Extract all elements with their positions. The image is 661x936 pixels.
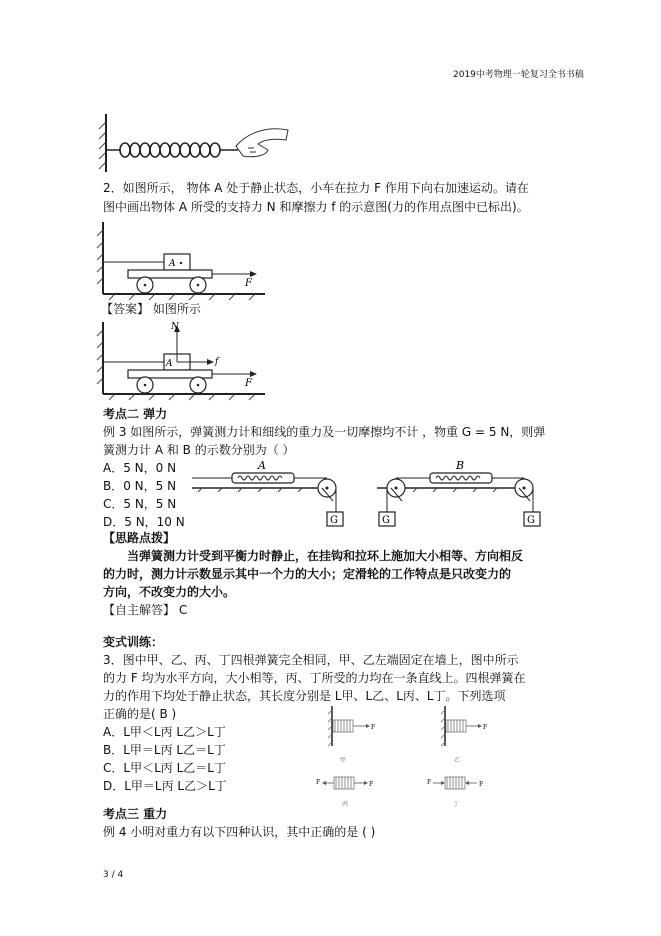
practice-line-1: 3．图中甲、乙、丙、丁四根弹簧完全相同，甲、乙左端固定在墙上，图中所示	[103, 653, 519, 667]
question-2-line-2: 图中画出物体 A 所受的支持力 N 和摩擦力 f 的示意图(力的作用点图中已标出)。	[103, 200, 529, 214]
tips-line-3: 方向，不改变力的大小。	[103, 585, 236, 599]
page-number: 3 / 4	[103, 870, 124, 880]
practice-option-b: B．L甲＝L丙 L乙＝L丁	[103, 743, 226, 757]
spring-bing-label: 丙	[342, 801, 349, 808]
support-force-label: N	[171, 322, 179, 332]
option-a: A．5 N，0 N	[103, 461, 177, 475]
scale-a-label: A	[258, 459, 266, 472]
tips-line-1: 当弹簧测力计受到平衡力时静止，在挂钩和拉环上施加大小相等、方向相反	[127, 549, 524, 563]
practice-option-a: A．L甲＜L丙 L乙＞L丁	[103, 725, 226, 739]
practice-line-3: 力的作用下均处于静止状态，其长度分别是 L甲、L乙、L丙、L丁。下列选项	[103, 689, 506, 703]
spring-force-label: F	[483, 724, 488, 731]
weight-g-label: G	[527, 515, 535, 526]
practice-option-c: C．L甲＜L丙 L乙＝L丁	[103, 761, 226, 775]
force-f-label: F	[245, 278, 252, 289]
example-4-line: 例 4 小明对重力有以下四种认识，其中正确的是 ( )	[103, 825, 376, 839]
block-label: A	[166, 359, 173, 369]
spring-force-label: F	[316, 779, 321, 786]
friction-force-label: f	[215, 357, 219, 367]
self-answer: 【自主解答】 C	[103, 603, 188, 617]
practice-line-4: 正确的是( B )	[103, 707, 177, 721]
answer-line: 【答案】 如图所示	[101, 302, 201, 316]
spring-ding-label: 丁	[453, 801, 460, 808]
spring-force-label: F	[369, 781, 374, 788]
four-springs-figure	[312, 702, 497, 810]
question-2-line-1: 2．如图所示， 物体 A 处于静止状态，小车在拉力 F 作用下向右加速运动。请在	[103, 181, 529, 195]
practice-heading: 变式训练：	[103, 635, 164, 649]
practice-line-2: 的力 F 均为水平方向，大小相等，丙、丁所受的力均在一条直线上。四根弹簧在	[103, 671, 526, 685]
section-heading-gravity: 考点三 重力	[103, 807, 168, 821]
block-label: A	[169, 259, 176, 269]
tips-line-2: 的力时，测力计示数显示其中一个力的大小；定滑轮的工作特点是只改变力的	[103, 567, 512, 581]
spring-jia-label: 甲	[340, 757, 347, 764]
option-d: D．5 N，10 N	[103, 515, 185, 529]
option-c: C．5 N，5 N	[103, 497, 177, 511]
weight-g-label: G	[330, 515, 338, 526]
force-f-label: F	[245, 378, 252, 389]
spring-hand-figure	[98, 112, 298, 174]
section-heading-elastic: 考点二 弹力	[103, 407, 168, 421]
weight-g-label: G	[382, 515, 390, 526]
spring-force-label: F	[371, 724, 376, 731]
page-header: 2019中考物理一轮复习全书书稿	[453, 70, 584, 80]
spring-force-label: F	[427, 779, 432, 786]
example-3-line-2: 簧测力计 A 和 B 的示数分别为（ ）	[103, 443, 295, 457]
spring-yi-label: 乙	[454, 757, 461, 764]
tips-title: 【思路点拨】	[103, 531, 176, 545]
cart-figure-answer	[100, 322, 270, 397]
spring-force-label: F	[479, 781, 484, 788]
scale-b-label: B	[456, 459, 465, 472]
example-3-line-1: 例 3 如图所示，弹簧测力计和细线的重力及一切摩擦均不计 ，物重 G = 5 N，则弹	[103, 425, 546, 439]
practice-option-d: D．L甲＝L丙 L乙＞L丁	[103, 779, 227, 793]
cart-figure-question	[100, 222, 270, 297]
spring-scale-figure	[192, 456, 547, 530]
option-b: B．0 N，5 N	[103, 479, 177, 493]
